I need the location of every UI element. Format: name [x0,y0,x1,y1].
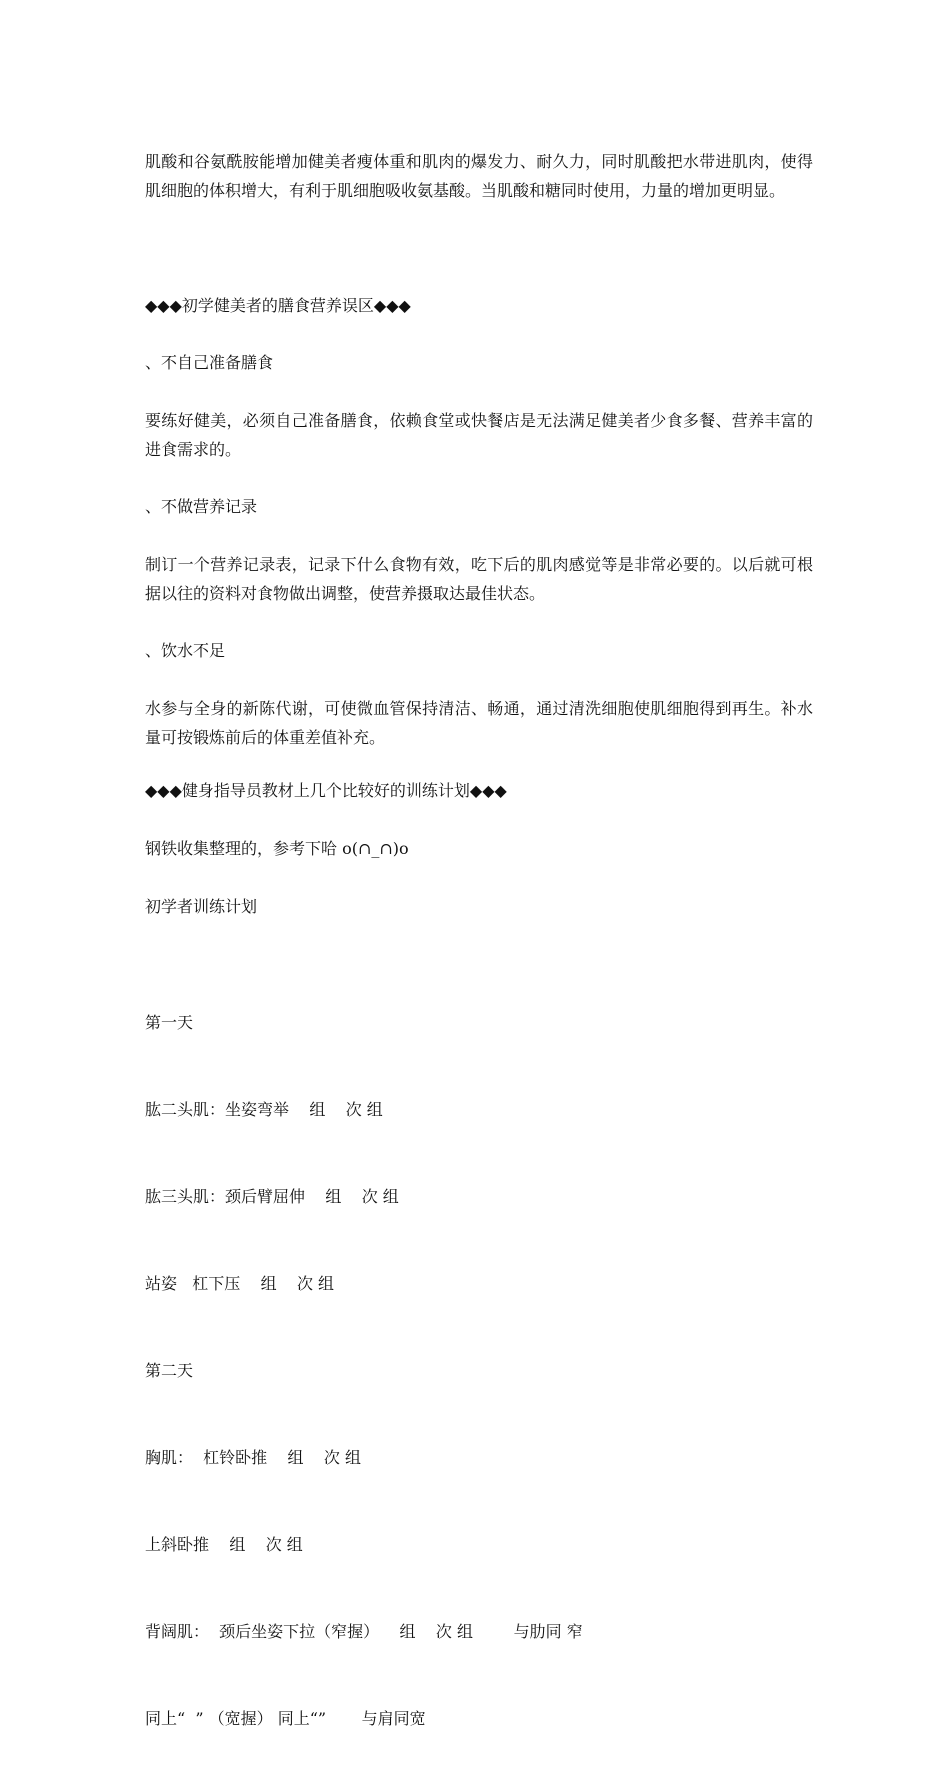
section-heading-training-plans: ◆◆◆健身指导员教材上几个比较好的训练计划◆◆◆ [145,781,507,800]
plan-line: 同上“ ” （宽握） 同上“” 与肩同宽 [145,1709,426,1728]
item-heading-insufficient-water: 、饮水不足 [145,641,226,660]
item-body-no-meal-prep: 要练好健美，必须自己准备膳食，依赖食堂或快餐店是无法满足健美者少食多餐、营养丰富的进食需求的。 [145,411,813,459]
item-heading-no-nutrition-log: 、不做营养记录 [145,497,258,516]
plan-line: 肱三头肌：颈后臂屈伸 组 次 组 [145,1187,399,1206]
plan-line: 背阔肌： 颈后坐姿下拉（窄握） 组 次 组 与肋同 窄 [145,1622,583,1641]
plan-line: 胸肌： 杠铃卧推 组 次 组 [145,1448,361,1467]
item-body-no-nutrition-log: 制订一个营养记录表，记录下什么食物有效，吃下后的肌肉感觉等是非常必要的。以后就可根据以往的资料对食物做出调整，使营养摄取达最佳状态。 [145,555,813,603]
plan-line: 肱二头肌：坐姿弯举 组 次 组 [145,1100,383,1119]
plan-schedule [145,950,813,1791]
item-body-insufficient-water: 水参与全身的新陈代谢，可使微血管保持清洁、畅通，通过清洗细胞使肌细胞得到再生。补水量可按锻炼前后的体重差值补充。 [145,699,813,747]
section-heading-diet-mistakes: ◆◆◆初学健美者的膳食营养误区◆◆◆ [145,296,411,315]
intro-paragraph: 肌酸和谷氨酰胺能增加健美者瘦体重和肌肉的爆发力、耐久力，同时肌酸把水带进肌肉，使得肌细胞的体积增大，有利于肌细胞吸收氨基酸。当肌酸和糖同时使用，力量的增加更明显。 [145,152,813,200]
plan-line: 站姿 杠下压 组 次 组 [145,1274,335,1293]
plan-line: 第一天 [145,1013,194,1032]
plan-line: 第二天 [145,1361,194,1380]
compiler-note: 钢铁收集整理的，参考下哈 o(∩_∩)o [145,839,409,858]
item-heading-no-meal-prep: 、不自己准备膳食 [145,353,274,372]
plan-title: 初学者训练计划 [145,897,258,916]
plan-line: 上斜卧推 组 次 组 [145,1535,303,1554]
